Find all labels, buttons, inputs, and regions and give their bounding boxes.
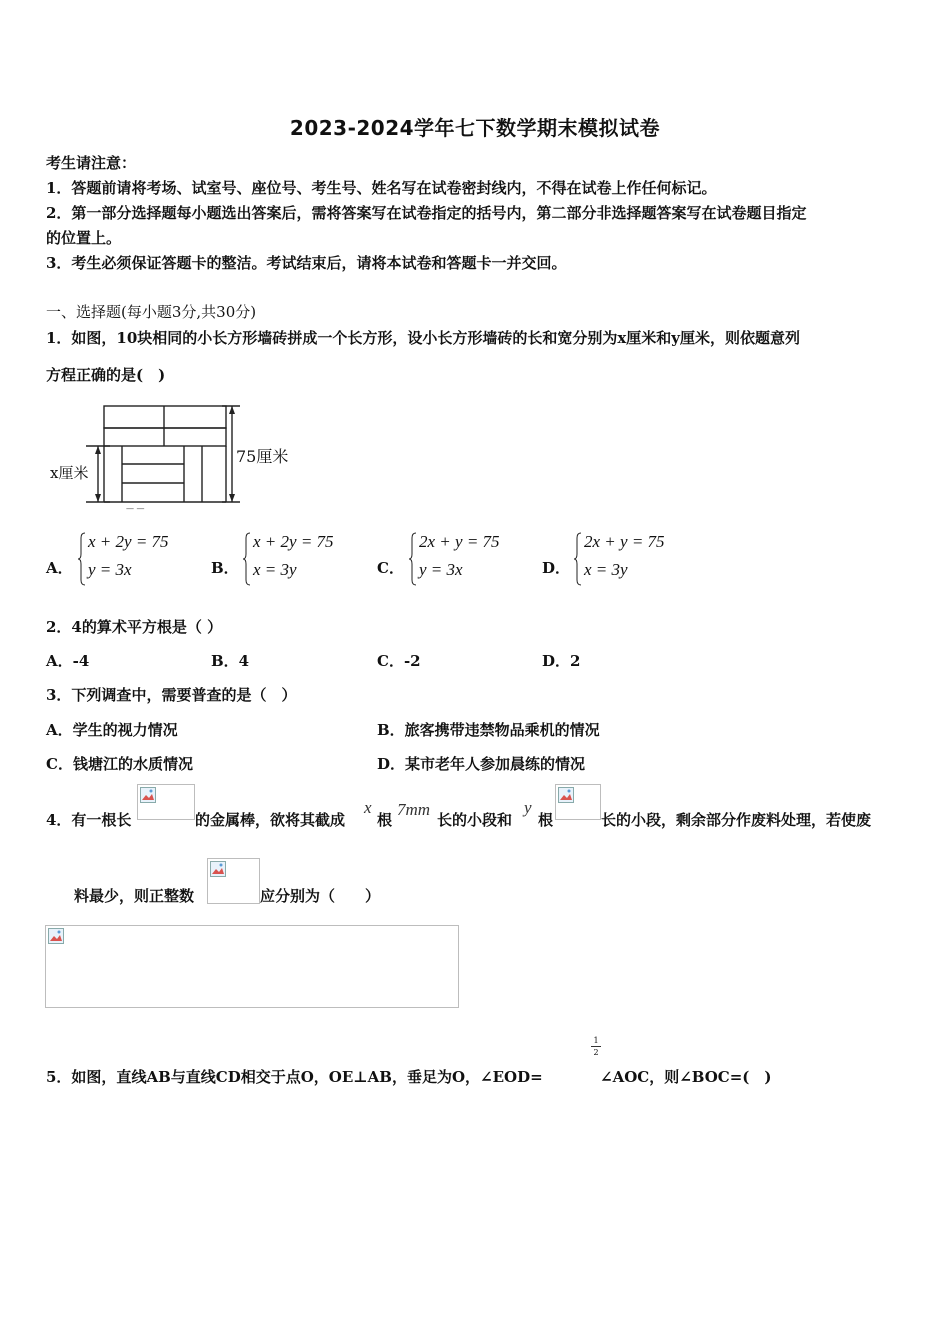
brace-icon xyxy=(243,532,251,586)
broken-image-icon xyxy=(140,787,156,803)
right-dimension-label: 75厘米 xyxy=(236,447,289,466)
notice-item-1: 1．答题前请将考场、试室号、座位号、考生号、姓名写在试卷密封线内，不得在试卷上作任何标记。 xyxy=(46,179,717,197)
equation: y = 3x xyxy=(419,560,463,579)
q2-text: 2．4的算术平方根是（ ） xyxy=(46,618,223,636)
q1-option-a-label: A． xyxy=(46,559,73,577)
q1-option-b-system xyxy=(243,532,353,588)
q5-text: 5．如图，直线AB与直线CD相交于点O，OE⊥AB，垂足为O，∠EOD= xyxy=(46,1068,543,1086)
brace-icon xyxy=(78,532,86,586)
broken-image-placeholder xyxy=(207,858,260,904)
notice-item-2-cont: 的位置上。 xyxy=(46,229,122,247)
fraction-denominator: 2 xyxy=(593,1048,599,1057)
broken-image-icon xyxy=(210,861,226,877)
section-heading: 一、选择题(每小题3分,共30分) xyxy=(46,303,257,321)
q1-option-b-label: B． xyxy=(211,559,239,577)
left-dimension-label: x厘米 xyxy=(50,464,89,482)
q3-option-a: A．学生的视力情况 xyxy=(46,721,178,739)
svg-text:— —: — — xyxy=(126,504,145,513)
q1-option-c-label: C． xyxy=(377,559,404,577)
q1-option-d-label: D． xyxy=(542,559,571,577)
broken-image-icon xyxy=(48,928,64,944)
q1-option-c-system xyxy=(409,532,519,588)
q1-text: 1．如图，10块相同的小长方形墙砖拼成一个长方形，设小长方形墙砖的长和宽分别为x厘米和y厘米，则依题意列 xyxy=(46,329,800,347)
notice-heading: 考生请注意： xyxy=(46,154,137,172)
q3-option-c: C．钱塘江的水质情况 xyxy=(46,755,193,773)
q2-option-d: D．2 xyxy=(542,652,581,670)
q4-text: 的金属棒，欲将其截成 xyxy=(195,811,346,829)
variable-y: y xyxy=(524,798,532,817)
q4-options-image-placeholder xyxy=(45,925,459,1008)
q4-text-cont: 应分别为（ ） xyxy=(260,887,381,905)
q1-option-d-system xyxy=(574,532,684,588)
equation: 2x + y = 75 xyxy=(419,532,500,551)
q4-text: 4．有一根长 xyxy=(46,811,132,829)
q2-option-b: B．4 xyxy=(211,652,250,670)
q4-text: 长的小段和 xyxy=(437,811,513,829)
length-7mm: 7mm xyxy=(397,800,431,819)
broken-image-icon xyxy=(558,787,574,803)
q5-text: ∠AOC，则∠BOC=( ) xyxy=(600,1068,772,1086)
equation: x + 2y = 75 xyxy=(253,532,334,551)
fraction-half xyxy=(590,1036,602,1057)
q4-text: 根 xyxy=(538,811,554,829)
q2-option-c: C．-2 xyxy=(377,652,421,670)
q1-option-a-system xyxy=(78,532,188,588)
q2-option-a: A．-4 xyxy=(46,652,90,670)
variable-x: x xyxy=(364,798,372,817)
equation: x + 2y = 75 xyxy=(88,532,169,551)
equation: x = 3y xyxy=(584,560,628,579)
q3-text: 3．下列调查中，需要普查的是（ ） xyxy=(46,686,297,704)
brace-icon xyxy=(574,532,582,586)
q4-text: 长的小段，剩余部分作废料处理，若使废 xyxy=(601,811,872,829)
page-title: 2023-2024学年七下数学期末模拟试卷 xyxy=(289,116,661,140)
notice-item-3: 3．考生必须保证答题卡的整洁。考试结束后，请将本试卷和答题卡一并交回。 xyxy=(46,254,567,272)
q4-text: 根 xyxy=(377,811,393,829)
broken-image-placeholder xyxy=(137,784,195,820)
equation: 2x + y = 75 xyxy=(584,532,665,551)
equation: x = 3y xyxy=(253,560,297,579)
q3-option-b: B．旅客携带违禁物品乘机的情况 xyxy=(377,721,600,739)
fraction-bar xyxy=(591,1046,601,1047)
notice-item-2: 2．第一部分选择题每小题选出答案后，需将答案写在试卷指定的括号内，第二部分非选择题答案写在试卷题目指定 xyxy=(46,204,807,222)
broken-image-placeholder xyxy=(555,784,601,820)
q1-brick-figure xyxy=(50,402,300,514)
fraction-numerator: 1 xyxy=(593,1036,599,1045)
brace-icon xyxy=(409,532,417,586)
q1-text-cont: 方程正确的是( ) xyxy=(46,366,166,384)
q3-option-d: D．某市老年人参加晨练的情况 xyxy=(377,755,586,773)
q4-text-cont: 料最少，则正整数 xyxy=(74,887,195,905)
equation: y = 3x xyxy=(88,560,132,579)
